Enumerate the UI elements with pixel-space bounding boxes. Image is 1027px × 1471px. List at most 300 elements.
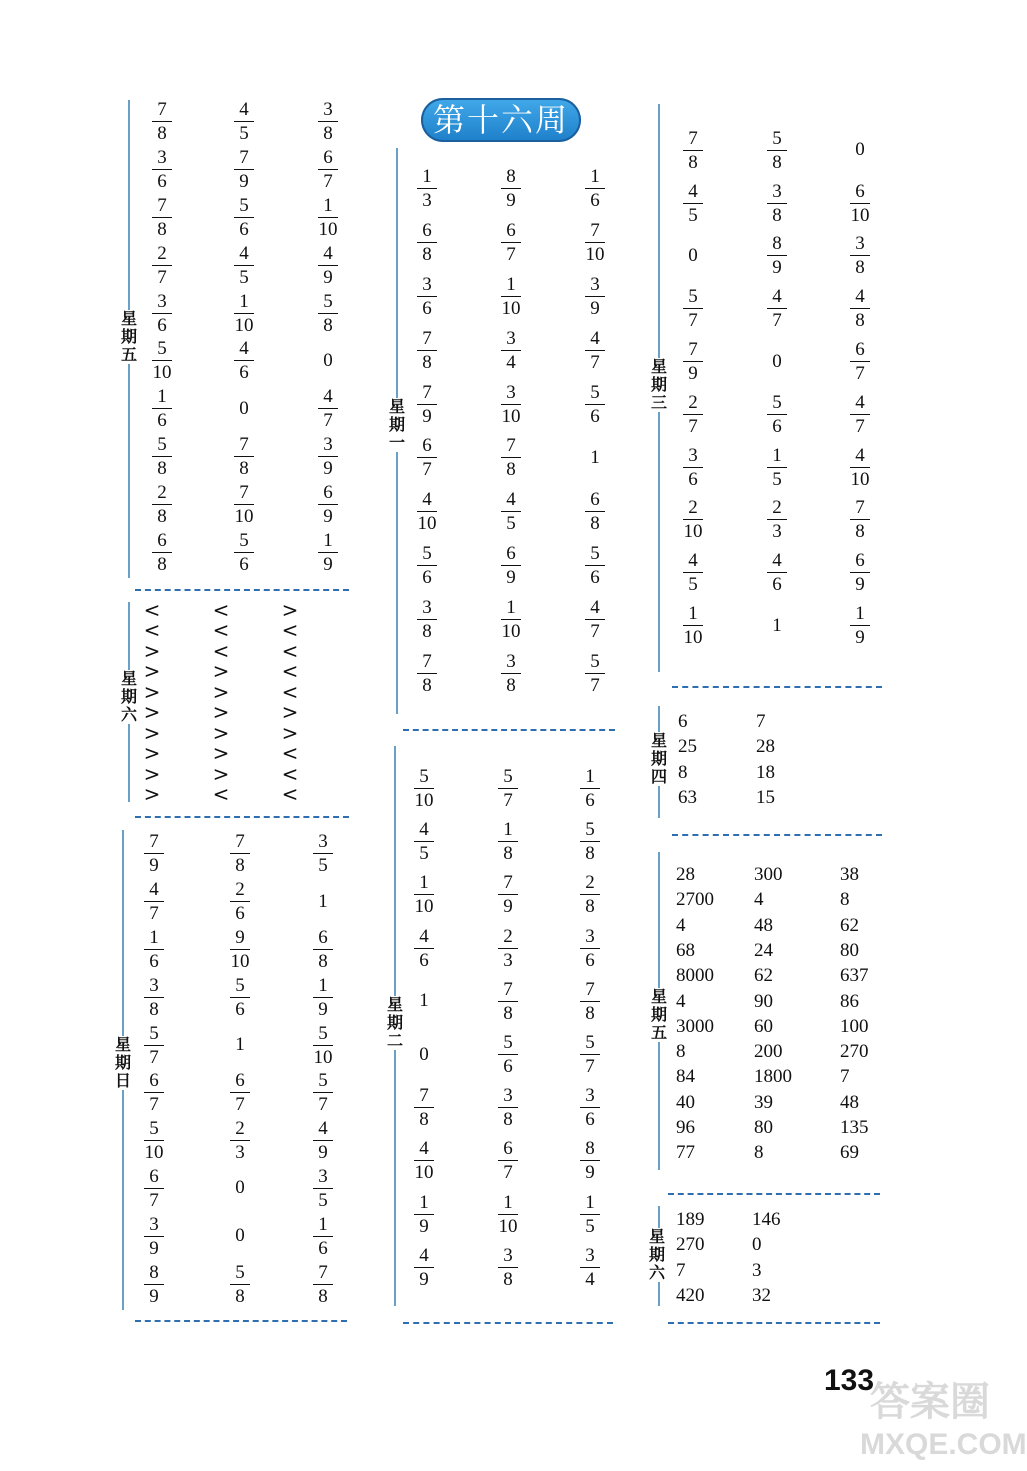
answer-fraction: [487, 216, 535, 270]
answer-fraction: [836, 388, 884, 441]
answer-fraction: [400, 868, 448, 921]
denominator: 10: [585, 244, 605, 266]
answer-fraction: [487, 323, 535, 377]
numerator: 4: [417, 488, 437, 512]
page-number: 133: [824, 1364, 875, 1397]
answer-number: 86: [840, 990, 859, 1012]
denominator: 10: [501, 297, 521, 319]
numerator: 4: [850, 444, 870, 468]
answer-fraction: [130, 830, 178, 878]
denominator: 5: [318, 855, 328, 877]
denominator: 8: [422, 620, 432, 642]
answer-fraction: [487, 539, 535, 593]
compare-symbol: <: [212, 618, 230, 643]
answer-integer: 0: [419, 1043, 429, 1065]
denominator: 6: [157, 171, 167, 193]
dashed-separator: [672, 834, 882, 836]
answer-fraction: [487, 592, 535, 646]
numerator: 3: [501, 381, 521, 405]
answer-fraction: [571, 216, 619, 270]
answer-fraction: [304, 194, 352, 242]
answer-fraction: [220, 528, 268, 576]
denominator: 9: [772, 257, 782, 279]
answer-number: 24: [754, 939, 773, 961]
numerator: 6: [501, 219, 521, 243]
answer-integer: 0: [239, 397, 249, 419]
compare-symbol: <: [212, 597, 230, 622]
answer-fraction: [836, 230, 884, 283]
denominator: 10: [417, 513, 437, 535]
denominator: 5: [239, 266, 249, 288]
answer-fraction: [216, 1260, 264, 1308]
watermark-logo: 答案圈: [870, 1380, 990, 1424]
answer-fraction: [753, 282, 801, 335]
answer-number: 270: [840, 1041, 869, 1063]
denominator: 7: [590, 351, 600, 373]
answer-fraction: [753, 441, 801, 494]
numerator: 6: [850, 549, 870, 573]
denominator: 8: [422, 244, 432, 266]
answer-fraction: [571, 539, 619, 593]
answer-fraction: [403, 646, 451, 700]
denominator: 8: [157, 457, 167, 479]
compare-symbol: <: [281, 782, 299, 807]
denominator: 7: [318, 1094, 328, 1116]
denominator: 5: [318, 1189, 328, 1211]
denominator: 8: [855, 257, 865, 279]
denominator: 7: [422, 459, 432, 481]
compare-symbol: >: [143, 638, 161, 663]
answer-fraction: [403, 216, 451, 270]
answer-number: 6: [678, 711, 688, 732]
answer-fraction: [138, 528, 186, 576]
compare-symbol: <: [281, 659, 299, 684]
denominator: 6: [235, 998, 245, 1020]
denominator: 9: [239, 171, 249, 193]
answer-fraction: [566, 1188, 614, 1241]
answer-fraction: [753, 177, 801, 230]
denominator: 7: [157, 266, 167, 288]
numerator: 6: [313, 926, 333, 950]
denominator: 7: [688, 415, 698, 437]
answer-number: 62: [754, 965, 773, 987]
answer-number: 15: [756, 786, 775, 808]
denominator: 6: [585, 790, 595, 812]
denominator: 9: [149, 855, 159, 877]
answer-fraction: [487, 377, 535, 431]
answer-fraction: [138, 146, 186, 194]
denominator: 5: [239, 123, 249, 145]
dashed-separator: [135, 816, 349, 818]
answer-fraction: [216, 1069, 264, 1117]
denominator: 10: [683, 627, 703, 649]
answer-number: 100: [840, 1015, 869, 1037]
answer-fraction: [669, 388, 717, 441]
denominator: 8: [855, 521, 865, 543]
denominator: 7: [855, 363, 865, 385]
answer-fraction: [566, 868, 614, 921]
answer-number: 1800: [754, 1066, 792, 1088]
denominator: 6: [585, 949, 595, 971]
answer-fraction: [484, 1188, 532, 1241]
answer-fraction: [216, 1117, 264, 1165]
numerator: 4: [144, 878, 164, 902]
denominator: 6: [157, 410, 167, 432]
denominator: 6: [157, 314, 167, 336]
denominator: 10: [501, 620, 521, 642]
denominator: 8: [157, 505, 167, 527]
compare-symbol: >: [143, 782, 161, 807]
denominator: 9: [506, 566, 516, 588]
numerator: 4: [234, 98, 254, 122]
numerator: 5: [144, 1117, 164, 1141]
answer-fraction: [571, 270, 619, 324]
denominator: 8: [323, 123, 333, 145]
answer-fraction: [400, 922, 448, 975]
numerator: 4: [501, 488, 521, 512]
compare-symbol: >: [143, 720, 161, 745]
numerator: 6: [318, 481, 338, 505]
answer-number: 4: [676, 990, 686, 1012]
numerator: 5: [498, 765, 518, 789]
numerator: 5: [414, 765, 434, 789]
numerator: 5: [152, 433, 172, 457]
compare-symbol: >: [143, 679, 161, 704]
numerator: 5: [498, 1031, 518, 1055]
answer-number: 40: [676, 1091, 695, 1113]
answer-fraction: [130, 1117, 178, 1165]
numerator: 5: [580, 1031, 600, 1055]
numerator: 5: [767, 391, 787, 415]
numerator: 4: [414, 818, 434, 842]
answer-fraction: [403, 323, 451, 377]
answer-number: 60: [754, 1015, 773, 1037]
numerator: 3: [501, 650, 521, 674]
denominator: 3: [772, 521, 782, 543]
numerator: 5: [417, 542, 437, 566]
denominator: 9: [323, 266, 333, 288]
answer-fraction: [130, 1021, 178, 1069]
denominator: 9: [323, 553, 333, 575]
numerator: 5: [585, 650, 605, 674]
day-label-sat: 星期六: [118, 670, 140, 724]
numerator: 4: [585, 596, 605, 620]
numerator: 3: [417, 273, 437, 297]
denominator: 5: [772, 468, 782, 490]
numerator: 4: [683, 549, 703, 573]
answer-number: 300: [754, 864, 783, 885]
numerator: 1: [417, 165, 437, 189]
numerator: 1: [498, 818, 518, 842]
numerator: 4: [767, 285, 787, 309]
compare-symbol: <: [143, 597, 161, 622]
denominator: 9: [503, 896, 513, 918]
answer-number: 8: [676, 1041, 686, 1063]
numerator: 7: [414, 1084, 434, 1108]
answer-fraction: [753, 388, 801, 441]
answer-fraction: [566, 1028, 614, 1081]
answer-fraction: [836, 282, 884, 335]
answer-fraction: [403, 270, 451, 324]
answer-number: 32: [752, 1284, 771, 1306]
denominator: 7: [149, 1094, 159, 1116]
answer-number: 200: [754, 1041, 783, 1063]
denominator: 7: [585, 1056, 595, 1078]
numerator: 7: [417, 650, 437, 674]
numerator: 4: [585, 327, 605, 351]
numerator: 1: [313, 1213, 333, 1237]
answer-number: 7: [840, 1066, 850, 1088]
answer-fraction: [836, 177, 884, 230]
compare-symbol: >: [281, 720, 299, 745]
answer-fraction: [400, 1188, 448, 1241]
answer-fraction: [220, 433, 268, 481]
answer-number: 8: [840, 889, 850, 911]
answer-number: 8000: [676, 965, 714, 987]
numerator: 2: [230, 1117, 250, 1141]
answer-fraction: [138, 385, 186, 433]
denominator: 10: [144, 1142, 164, 1164]
denominator: 10: [414, 896, 434, 918]
denominator: 8: [422, 351, 432, 373]
denominator: 7: [506, 244, 516, 266]
numerator: 6: [152, 529, 172, 553]
denominator: 9: [318, 1142, 328, 1164]
answer-fraction: [400, 815, 448, 868]
denominator: 9: [506, 190, 516, 212]
denominator: 8: [318, 1285, 328, 1307]
denominator: 8: [688, 151, 698, 173]
numerator: 4: [850, 285, 870, 309]
denominator: 5: [419, 843, 429, 865]
numerator: 3: [152, 146, 172, 170]
answer-fraction: [299, 926, 347, 974]
numerator: 3: [498, 1084, 518, 1108]
answer-fraction: [484, 815, 532, 868]
numerator: 3: [850, 232, 870, 256]
numerator: 1: [501, 273, 521, 297]
denominator: 10: [313, 1046, 333, 1068]
denominator: 8: [157, 123, 167, 145]
answer-number: 80: [754, 1117, 773, 1138]
answer-integer: 1: [772, 614, 782, 636]
answer-fraction: [216, 830, 264, 878]
answer-fraction: [836, 546, 884, 599]
dashed-separator: [668, 1322, 880, 1324]
answer-fraction: [299, 1117, 347, 1165]
denominator: 8: [235, 855, 245, 877]
numerator: 3: [498, 1244, 518, 1268]
denominator: 7: [323, 171, 333, 193]
numerator: 6: [417, 434, 437, 458]
answer-number: 4: [676, 914, 686, 936]
answer-fraction: [487, 646, 535, 700]
denominator: 8: [590, 513, 600, 535]
answer-fraction: [403, 539, 451, 593]
numerator: 4: [850, 391, 870, 415]
numerator: 1: [414, 1191, 434, 1215]
answer-fraction: [130, 1260, 178, 1308]
numerator: 3: [313, 1165, 333, 1189]
denominator: 5: [688, 204, 698, 226]
day-label-tue: 星期二: [384, 996, 406, 1050]
compare-symbol: <: [281, 741, 299, 766]
answer-fraction: [400, 762, 448, 815]
denominator: 6: [590, 566, 600, 588]
answer-fraction: [130, 1069, 178, 1117]
denominator: 6: [503, 1056, 513, 1078]
denominator: 7: [590, 674, 600, 696]
compare-symbol: >: [143, 659, 161, 684]
answer-fraction: [220, 241, 268, 289]
compare-symbol: >: [212, 741, 230, 766]
numerator: 6: [850, 338, 870, 362]
denominator: 6: [318, 1237, 328, 1259]
answer-fraction: [299, 1069, 347, 1117]
answer-number: 7: [756, 711, 766, 732]
denominator: 8: [503, 1268, 513, 1290]
answer-fraction: [571, 377, 619, 431]
answer-fraction: [403, 485, 451, 539]
numerator: 5: [313, 1069, 333, 1093]
numerator: 4: [234, 337, 254, 361]
denominator: 7: [149, 1046, 159, 1068]
answer-number: 7: [676, 1259, 686, 1281]
denominator: 7: [235, 1094, 245, 1116]
answer-fraction: [304, 241, 352, 289]
denominator: 6: [422, 297, 432, 319]
compare-symbol: <: [281, 761, 299, 786]
denominator: 8: [149, 998, 159, 1020]
compare-symbol: >: [281, 597, 299, 622]
numerator: 7: [498, 871, 518, 895]
answer-fraction: [753, 546, 801, 599]
answer-number: 80: [840, 939, 859, 961]
numerator: 3: [313, 830, 333, 854]
answer-fraction: [484, 1028, 532, 1081]
answer-fraction: [299, 1021, 347, 1069]
numerator: 7: [152, 194, 172, 218]
numerator: 6: [850, 180, 870, 204]
day-label-thu: 星期四: [648, 732, 670, 786]
day-label-wed: 星期三: [648, 358, 670, 412]
answer-fraction: [571, 485, 619, 539]
dashed-separator: [668, 1193, 880, 1195]
answer-fraction: [130, 1165, 178, 1213]
answer-fraction: [220, 337, 268, 385]
numerator: 4: [414, 1137, 434, 1161]
numerator: 4: [683, 180, 703, 204]
denominator: 8: [239, 457, 249, 479]
denominator: 4: [506, 351, 516, 373]
compare-symbol: >: [212, 720, 230, 745]
numerator: 1: [850, 602, 870, 626]
answer-integer: 1: [235, 1034, 245, 1056]
denominator: 8: [318, 950, 328, 972]
compare-symbol: >: [143, 741, 161, 766]
answer-fraction: [304, 480, 352, 528]
numerator: 2: [152, 481, 172, 505]
denominator: 8: [855, 310, 865, 332]
answer-fraction: [753, 230, 801, 283]
denominator: 6: [422, 566, 432, 588]
answer-number: 189: [676, 1209, 705, 1230]
numerator: 7: [585, 219, 605, 243]
denominator: 9: [590, 297, 600, 319]
answer-number: 28: [756, 736, 775, 758]
numerator: 1: [318, 194, 338, 218]
answer-number: 8: [754, 1142, 764, 1164]
denominator: 3: [235, 1142, 245, 1164]
numerator: 3: [144, 1213, 164, 1237]
answer-number: 96: [676, 1117, 695, 1138]
denominator: 10: [501, 405, 521, 427]
numerator: 4: [313, 1117, 333, 1141]
compare-symbol: >: [212, 659, 230, 684]
answer-fraction: [403, 162, 451, 216]
answer-fraction: [138, 289, 186, 337]
answer-fraction: [484, 1241, 532, 1294]
denominator: 6: [419, 949, 429, 971]
compare-symbol: >: [212, 700, 230, 725]
numerator: 3: [152, 290, 172, 314]
answer-fraction: [669, 124, 717, 177]
numerator: 3: [417, 596, 437, 620]
numerator: 4: [767, 549, 787, 573]
compare-symbol: <: [281, 679, 299, 704]
denominator: 8: [506, 459, 516, 481]
answer-integer: 1: [590, 446, 600, 468]
answer-number: 25: [678, 736, 697, 758]
denominator: 8: [772, 204, 782, 226]
numerator: 6: [318, 146, 338, 170]
numerator: 7: [230, 830, 250, 854]
denominator: 8: [323, 314, 333, 336]
denominator: 7: [688, 310, 698, 332]
answer-fraction: [130, 878, 178, 926]
denominator: 7: [503, 1162, 513, 1184]
numerator: 5: [585, 381, 605, 405]
denominator: 5: [506, 513, 516, 535]
numerator: 3: [318, 433, 338, 457]
denominator: 7: [149, 903, 159, 925]
numerator: 2: [683, 391, 703, 415]
answer-number: 77: [676, 1142, 695, 1164]
answer-fraction: [299, 1165, 347, 1213]
numerator: 5: [230, 1261, 250, 1285]
denominator: 9: [585, 1162, 595, 1184]
denominator: 8: [422, 674, 432, 696]
denominator: 10: [234, 314, 254, 336]
denominator: 7: [772, 310, 782, 332]
answer-number: 8: [678, 761, 688, 783]
answer-number: 18: [756, 761, 775, 783]
numerator: 1: [152, 385, 172, 409]
answer-fraction: [304, 528, 352, 576]
answer-fraction: [220, 194, 268, 242]
answer-integer: 0: [688, 244, 698, 266]
numerator: 5: [580, 818, 600, 842]
answer-fraction: [566, 1081, 614, 1134]
numerator: 7: [417, 327, 437, 351]
answer-fraction: [566, 975, 614, 1028]
answer-fraction: [138, 480, 186, 528]
numerator: 5: [313, 1022, 333, 1046]
dashed-separator: [135, 1320, 347, 1322]
numerator: 3: [318, 98, 338, 122]
answer-fraction: [484, 762, 532, 815]
answer-fraction: [669, 441, 717, 494]
